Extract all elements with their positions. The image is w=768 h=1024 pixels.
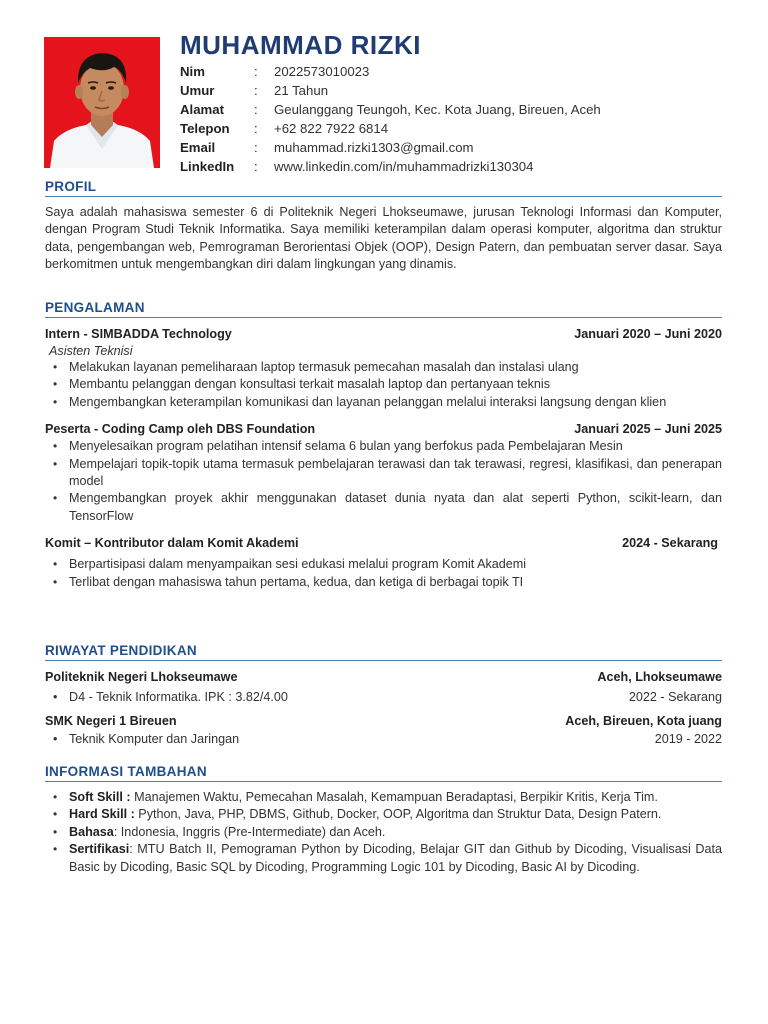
info-label: Email	[180, 140, 216, 155]
section-title: PENGALAMAN	[45, 300, 722, 318]
profile-photo	[44, 37, 160, 168]
experience-entry	[45, 535, 722, 591]
item-label: Hard Skill :	[69, 807, 135, 822]
info-colon: :	[254, 83, 258, 98]
item-label: Bahasa	[69, 824, 114, 839]
entry-period: Januari 2020 – Juni 2020	[574, 327, 722, 341]
education-years: 2022 - Sekarang	[628, 690, 722, 704]
entry-role: Peserta - Coding Camp oleh DBS Foundation	[45, 422, 316, 437]
list-item	[69, 789, 722, 806]
info-label: Telepon	[180, 121, 230, 136]
item-text: Python, Java, PHP, DBMS, Github, Docker, OOP, Algoritma dan Struktur Data, Design Patern.	[134, 807, 662, 822]
info-row-umur	[180, 81, 601, 100]
info-label: Alamat	[180, 102, 224, 117]
list-item: • Mengembangkan keterampilan komunikasi dan layanan pelanggan melalui interaksi langsung dengan klien	[69, 394, 722, 411]
entry-header	[45, 326, 722, 343]
linkedin-link[interactable]: www.linkedin.com/in/muhammadrizki130304	[274, 159, 534, 174]
item-label: Sertifikasi	[69, 842, 130, 857]
info-colon: :	[254, 121, 258, 136]
entry-header	[45, 421, 722, 438]
profile-summary: Saya adalah mahasiswa semester 6 di Politeknik Negeri Lhokseumawe, jurusan Teknologi Informasi dan Komputer, dengan Program Studi Teknik Informatika. Saya memiliki keterampilan dalam operasi komputer, algoritma dan struktur data, pengembangan web, Pemrograman Berorientasi Objek (OOP), Design Patern, dan pembuatan server dasar. Saya berkomitmen untuk mengembangkan diri dalam lingkungan yang dinamis.	[45, 205, 722, 272]
entry-period: 2024 - Sekarang	[622, 536, 718, 551]
school-name: Politeknik Negeri Lhokseumawe	[45, 670, 238, 684]
entry-header	[45, 713, 722, 730]
list-item	[69, 824, 722, 841]
info-value: 21 Tahun	[274, 83, 329, 98]
section-title: INFORMASI TAMBAHAN	[45, 764, 722, 782]
entry-period: Januari 2025 – Juni 2025	[574, 422, 722, 437]
education-detail: • D4 - Teknik Informatika. IPK : 3.82/4.00	[45, 689, 288, 706]
item-text: Manajemen Waktu, Pemecahan Masalah, Kemampuan Beradaptasi, Berpikir Kritis, Kerja Tim.	[130, 790, 658, 804]
email-link[interactable]: muhammad.rizki1303@gmail.com	[274, 140, 474, 155]
entry-bullets	[45, 556, 722, 591]
list-item: • Menyelesaikan program pelatihan intensif selama 6 bulan yang berfokus pada Pembelajaran Mesin	[69, 438, 722, 455]
info-row-linkedin	[180, 157, 601, 176]
school-name: SMK Negeri 1 Bireuen	[45, 714, 177, 728]
candidate-name: MUHAMMAD RIZKI	[180, 30, 421, 60]
item-text: : MTU Batch II, Pemograman Python by Dicoding, Belajar GIT dan Github by Dicoding, Visualisasi Data Basic by Dicoding, Basic SQL by Dicoding, Programming Logic 101 by Dicoding, Basic AI by Dicoding.	[69, 842, 722, 874]
list-item: • Mengembangkan proyek akhir menggunakan dataset dunia nyata dan alat seperti Python, scikit-learn, dan TensorFlow	[69, 490, 722, 525]
list-item: • Mempelajari topik-topik utama termasuk pembelajaran terawasi dan tak terawasi, regresi, klasifikasi, dan penerapan model	[69, 456, 722, 491]
list-item: • Melakukan layanan pemeliharaan laptop termasuk pemecahan masalah dan instalasi ulang	[69, 359, 722, 376]
education-years: 2019 - 2022	[654, 732, 722, 746]
experience-section	[45, 300, 722, 591]
list-item: • Berpartisipasi dalam menyampaikan sesi edukasi melalui program Komit Akademi	[69, 556, 722, 573]
info-label: Umur	[180, 83, 215, 98]
entry-role: Intern - SIMBADDA Technology	[45, 327, 232, 341]
info-label: LinkedIn	[180, 159, 235, 174]
info-colon: :	[254, 102, 258, 117]
info-row-telepon	[180, 119, 601, 138]
education-detail: • Teknik Komputer dan Jaringan	[45, 731, 239, 748]
education-entry	[45, 713, 722, 748]
list-item	[69, 806, 722, 823]
education-detail-row	[45, 731, 722, 748]
info-colon: :	[254, 159, 258, 174]
info-row-email	[180, 138, 601, 157]
list-item: • Terlibat dengan mahasiswa tahun pertama, kedua, dan ketiga di berbagai topik TI	[69, 574, 722, 591]
additional-info-list	[45, 789, 722, 876]
entry-header	[45, 669, 722, 686]
entry-bullets	[45, 359, 722, 411]
education-detail-row	[45, 689, 722, 706]
info-row-nim	[180, 62, 601, 81]
profile-section	[45, 179, 722, 274]
section-title: PROFIL	[45, 179, 722, 197]
list-item	[69, 841, 722, 876]
experience-entry	[45, 326, 722, 411]
contact-info	[180, 62, 601, 176]
info-colon: :	[254, 64, 258, 79]
entry-bullets	[45, 438, 722, 525]
list-item: • Membantu pelanggan dengan konsultasi terkait masalah laptop dan pertanyaan teknis	[69, 376, 722, 393]
education-section	[45, 643, 722, 748]
info-row-alamat	[180, 100, 601, 119]
school-location: Aceh, Bireuen, Kota juang	[565, 714, 722, 728]
section-title: RIWAYAT PENDIDIKAN	[45, 643, 722, 661]
item-label: Soft Skill :	[69, 790, 131, 804]
info-label: Nim	[180, 64, 205, 79]
person-portrait-icon	[44, 37, 160, 168]
info-colon: :	[254, 140, 258, 155]
info-value: 2022573010023	[274, 64, 370, 79]
school-location: Aceh, Lhokseumawe	[597, 670, 722, 684]
entry-subtitle: Asisten Teknisi	[49, 344, 133, 358]
entry-role: Komit – Kontributor dalam Komit Akademi	[45, 536, 299, 551]
education-entry	[45, 669, 722, 706]
info-value: Geulanggang Teungoh, Kec. Kota Juang, Bireuen, Aceh	[274, 102, 601, 117]
experience-entry	[45, 421, 722, 525]
info-value: +62 822 7922 6814	[274, 121, 389, 136]
additional-info-section	[45, 764, 722, 876]
entry-header	[45, 535, 722, 552]
item-text: : Indonesia, Inggris (Pre-Intermediate) dan Aceh.	[113, 824, 386, 839]
